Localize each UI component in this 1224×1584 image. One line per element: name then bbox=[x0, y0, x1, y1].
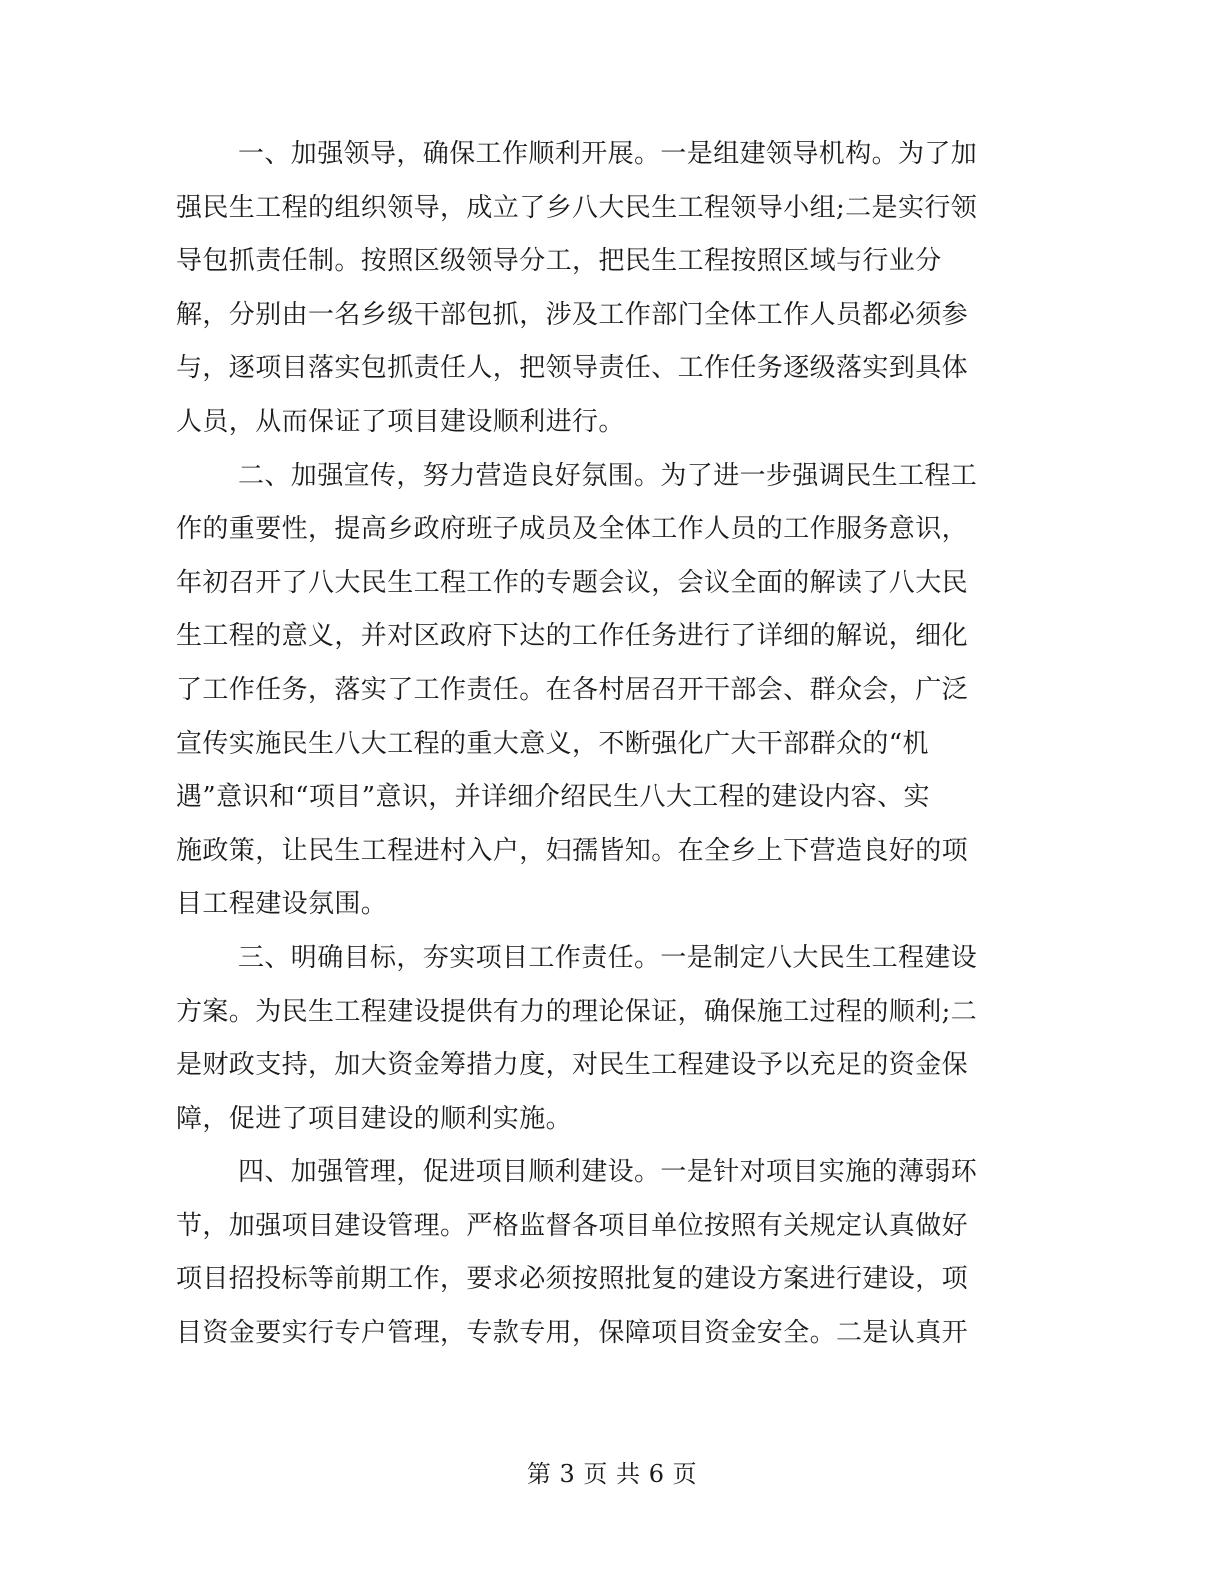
text-line: 项目招投标等前期工作，要求必须按照批复的建设方案进行建设，项 bbox=[176, 1264, 969, 1295]
text-line: 年初召开了八大民生工程工作的专题会议，会议全面的解读了八大民 bbox=[176, 567, 969, 598]
text-line: 节，加强项目建设管理。严格监督各项目单位按照有关规定认真做好 bbox=[176, 1210, 969, 1241]
text-line: 作的重要性，提高乡政府班子成员及全体工作人员的工作服务意识， bbox=[176, 514, 969, 545]
text-line: 一、加强领导，确保工作顺利开展。一是组建领导机构。为了加 bbox=[238, 139, 978, 169]
text-line: 导包抓责任制。按照区级领导分工，把民生工程按照区域与行业分 bbox=[176, 246, 942, 277]
document-body bbox=[176, 128, 1024, 1361]
text-line: 强民生工程的组织领导，成立了乡八大民生工程领导小组;二是实行领 bbox=[176, 192, 978, 223]
text-line: 三、明确目标，夯实项目工作责任。一是制定八大民生工程建设 bbox=[238, 942, 978, 973]
page-footer: 第 3 页 共 6 页 bbox=[526, 1460, 698, 1488]
text-line: 人员，从而保证了项目建设顺利进行。 bbox=[176, 406, 625, 437]
text-line: 目资金要实行专户管理，专款专用，保障项目资金安全。二是认真开 bbox=[176, 1318, 969, 1349]
text-line: 施政策，让民生工程进村入户，妇孺皆知。在全乡上下营造良好的项 bbox=[176, 835, 969, 866]
text-line: 宣传实施民生八大工程的重大意义，不断强化广大干部群众的“机 bbox=[176, 728, 929, 759]
text-line: 与，逐项目落实包抓责任人，把领导责任、工作任务逐级落实到具体 bbox=[176, 353, 969, 384]
text-line: 解，分别由一名乡级干部包抓，涉及工作部门全体工作人员都必须参 bbox=[176, 299, 969, 330]
text-line: 四、加强管理，促进项目顺利建设。一是针对项目实施的薄弱环 bbox=[238, 1157, 978, 1188]
text-line: 生工程的意义，并对区政府下达的工作任务进行了详细的解说，细化 bbox=[176, 621, 969, 652]
text-line: 目工程建设氛围。 bbox=[176, 889, 388, 920]
text-line: 遇”意识和“项目”意识，并详细介绍民生八大工程的建设内容、实 bbox=[176, 782, 930, 813]
text-line: 二、加强宣传，努力营造良好氛围。为了进一步强调民生工程工 bbox=[238, 460, 978, 491]
text-line: 了工作任务，落实了工作责任。在各村居召开干部会、群众会，广泛 bbox=[176, 674, 969, 705]
text-line: 障，促进了项目建设的顺利实施。 bbox=[176, 1103, 573, 1134]
text-line: 是财政支持，加大资金筹措力度，对民生工程建设予以充足的资金保 bbox=[176, 1050, 969, 1081]
text-line: 方案。为民生工程建设提供有力的理论保证，确保施工过程的顺利;二 bbox=[176, 996, 978, 1027]
